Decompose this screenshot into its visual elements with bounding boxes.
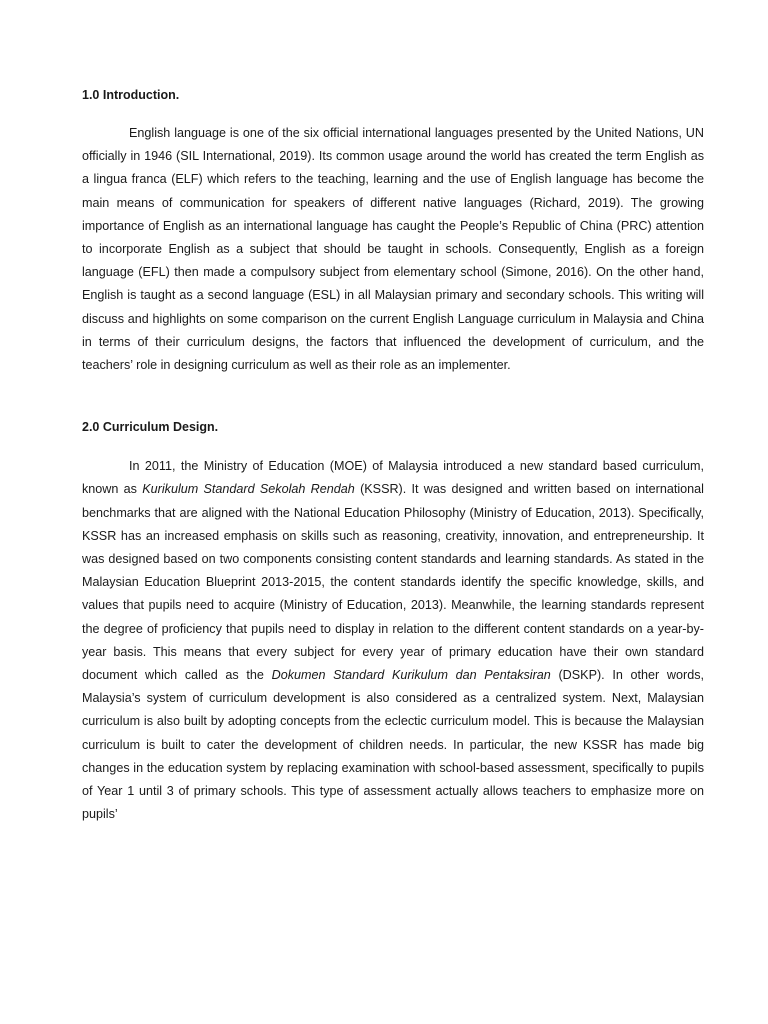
curriculum-design-paragraph	[82, 435, 704, 826]
paragraph-text: (KSSR). It was designed and written based on international benchmarks that are aligned with the National Education Philosophy (Ministry of Education, 2013). Specifically, KSSR has an increased emphasis on skills such as reasoning, creativity, innovation, and entrepreneurship. It was designed based on two components consisting content standards and learning standards. As stated in the Malaysian Education Blueprint 2013-2015, the content standards identify the specific knowledge, skills, and values that pupils need to acquire (Ministry of Education, 2013). Meanwhile, the learning standards represent the degree of proficiency that pupils need to display in relation to the different content standards on a year-by-year basis. This means that every subject for every year of primary education have their own standard document which called as the	[82, 482, 704, 683]
paragraph-text: (DSKP). In other words, Malaysia’s system of curriculum development is also considered as a centralized system. Next, Malaysian curriculum is also built by adopting concepts from the eclectic curriculum model. This is because the Malaysian curriculum is built to cater the development of children needs. In particular, the new KSSR has made big changes in the education system by replacing examination with school-based assessment, specifically to pupils of Year 1 until 3 of primary schools. This type of assessment actually allows teachers to emphasize more on pupils’	[82, 668, 704, 822]
italic-term-kssr: Kurikulum Standard Sekolah Rendah	[142, 482, 355, 497]
section-heading-introduction: 1.0 Introduction.	[82, 88, 180, 102]
italic-term-dskp: Dokumen Standard Kurikulum dan Pentaksiran	[271, 668, 551, 683]
introduction-paragraph: English language is one of the six official international languages presented by the United Nations, UN officially in 1946 (SIL International, 2019). Its common usage around the world has created the term English as a lingua franca (ELF) which refers to the teaching, learning and the use of English language has become the main means of communication for speakers of different native languages (Richard, 2019). The growing importance of English as an international language has caught the People’s Republic of China (PRC) attention to incorporate English as a subject that should be taught in schools. Consequently, English as a foreign language (EFL) then made a compulsory subject from elementary school (Simone, 2016). On the other hand, English is taught as a second language (ESL) in all Malaysian primary and secondary schools. This writing will discuss and highlights on some comparison on the current English Language curriculum in Malaysia and China in terms of their curriculum designs, the factors that influenced the development of curriculum, and the teachers’ role in designing curriculum as well as their role as an implementer.	[82, 126, 704, 373]
section-heading-curriculum-design: 2.0 Curriculum Design.	[82, 420, 219, 435]
paragraph-text: In 2011, the Ministry of Education (MOE) of Malaysia introduced a new standard based curriculum, known as	[82, 459, 704, 497]
